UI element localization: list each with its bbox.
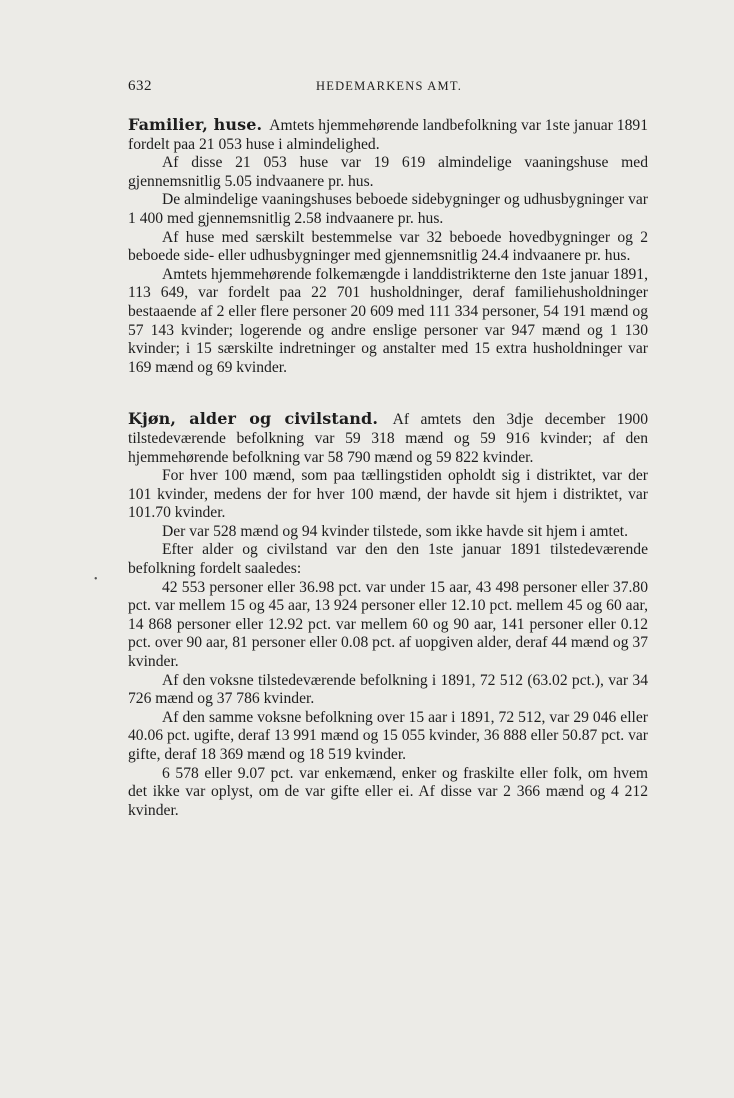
paragraph: Efter alder og civilstand var den den 1ste januar 1891 tilstedeværende befolkning fordelt saaledes: <box>128 541 648 578</box>
section-heading: Kjøn, alder og civilstand. <box>128 409 378 429</box>
margin-mark: • <box>94 574 98 585</box>
paragraph: De almindelige vaaningshuses beboede sidebygninger og udhusbygninger var 1 400 med gjennemsnitlig 2.58 indvaanere pr. hus. <box>128 191 648 227</box>
paragraph: Af disse 21 053 huse var 19 619 almindelige vaaningshuse med gjennemsnitlig 5.05 indvaanere pr. hus. <box>128 154 648 190</box>
paragraph <box>128 116 648 154</box>
paragraph: Af huse med særskilt bestemmelse var 32 beboede hovedbygninger og 2 beboede side- eller udhusbygninger med gjennemsnitlig 24.4 indvaanere pr. hus. <box>128 228 648 265</box>
paragraph: 42 553 personer eller 36.98 pct. var under 15 aar, 43 498 personer eller 37.80 pct. var mellem 15 og 45 aar, 13 924 personer eller 12.10 pct. mellem 45 og 60 aar, 14 868 personer eller 12.92 pct. var mellem 60 og 90 aar, 141 personer eller 0.12 pct. over 90 aar, 81 personer eller 0.08 pct. af uopgiven alder, deraf 44 mænd og 37 kvinder. <box>128 578 648 671</box>
paragraph: Af den samme voksne befolkning over 15 aar i 1891, 72 512, var 29 046 eller 40.06 pct. ugifte, deraf 13 991 mænd og 15 055 kvinder, 36 888 eller 50.87 pct. var gifte, deraf 18 369 mænd og 18 519 kvinder. <box>128 708 648 763</box>
paragraph-text: Af amtets den 3dje december 1900 tilstedeværende befolkning var 59 318 mænd og 59 916 kvinder; af den hjemmehørende befolkning var 58 790 mænd og 59 822 kvinder. <box>128 411 648 466</box>
page-body <box>128 116 648 820</box>
section-kjon-alder-civilstand <box>128 410 648 820</box>
paragraph: Af den voksne tilstedeværende befolkning i 1891, 72 512 (63.02 pct.), var 34 726 mænd og 37 786 kvinder. <box>128 671 648 708</box>
paragraph: For hver 100 mænd, som paa tællingstiden opholdt sig i distriktet, var der 101 kvinder, medens der for hver 100 mænd, der havde sit hjem i distriktet, var 101.70 kvinder. <box>128 467 648 522</box>
section-heading: Familier, huse. <box>128 115 263 134</box>
running-head: HEDEMARKENS AMT. <box>316 79 463 93</box>
paragraph-text: Amtets hjemmehørende landbefolkning var 1ste januar 1891 fordelt paa 21 053 huse i almindelighed. <box>128 117 648 153</box>
page-number: 632 <box>128 78 152 94</box>
paragraph: Der var 528 mænd og 94 kvinder tilstede, som ikke havde sit hjem i amtet. <box>162 522 628 540</box>
paragraph: 6 578 eller 9.07 pct. var enkemænd, enker og fraskilte eller folk, om hvem det ikke var oplyst, om de var gifte eller ei. Af disse var 2 366 mænd og 4 212 kvinder. <box>128 764 648 819</box>
page-header <box>128 78 648 98</box>
paragraph <box>128 410 648 467</box>
paragraph: Amtets hjemmehørende folkemængde i landdistrikterne den 1ste januar 1891, 113 649, var fordelt paa 22 701 husholdninger, deraf familiehusholdninger bestaaende af 2 eller flere personer 20 609 med 111 334 personer, 54 191 mænd og 57 143 kvinder; logerende og andre enslige personer var 947 mænd og 1 130 kvinder; i 15 særskilte indretninger og anstalter med 15 extra husholdninger var 169 mænd og 69 kvinder. <box>128 265 648 376</box>
section-familier-huse <box>128 116 648 377</box>
